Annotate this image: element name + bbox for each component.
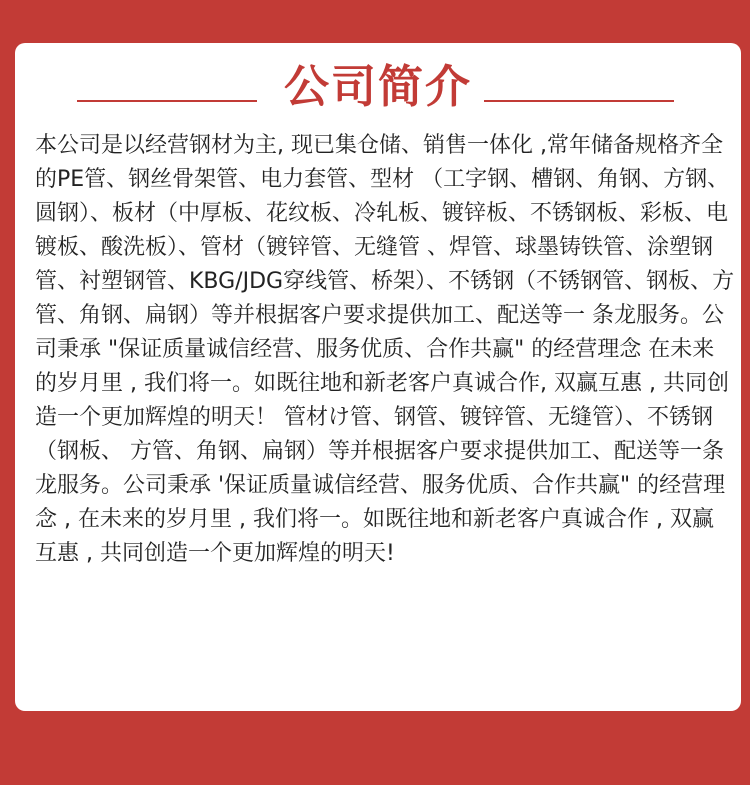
intro-card — [15, 43, 741, 711]
title-divider-right — [484, 100, 674, 102]
page-title: 公司简介 — [283, 60, 472, 113]
intro-paragraph: 本公司是以经营钢材为主, 现已集仓储、销售一体化 ,常年储备规格齐全的PE管、钢丝骨架管、电力套管、型材 （工字钢、槽钢、角钢、方钢、圆钢）、板材（中厚板、花纹板、冷轧板、镀锌板、不锈钢板、彩板、电镀板、酸洗板）、管材（镀锌管、无缝管 、焊管、球墨铸铁管、涂塑钢管、衬塑钢管、KBG/JDG穿线管、桥架）、不锈钢（不锈钢管、钢板、方管、角钢、扁钢）等并根据客户要求提供加工、配送等一 条龙服务。公司秉承 "保证质量诚信经营、服务优质、合作共赢" 的经营理念 在未来的岁月里 , 我们将一。如既往地和新老客户真诚合作, 双赢互惠 , 共同创 造一个更加辉煌的明天！ 管材け管、钢管、镀锌管、无缝管）、不锈钢（钢板、 方管、角钢、扁钢）等并根据客户要求提供加工、配送等一条龙服务。公司秉承 '保证质量诚信经营、服务优质、合作共赢" 的经营理念 , 在未来的岁月里 , 我们将一。如既往地和新老客户真诚合作 , 双赢互惠 , 共同创造一个更加辉煌的明天! — [35, 133, 735, 566]
title-row — [15, 57, 741, 117]
